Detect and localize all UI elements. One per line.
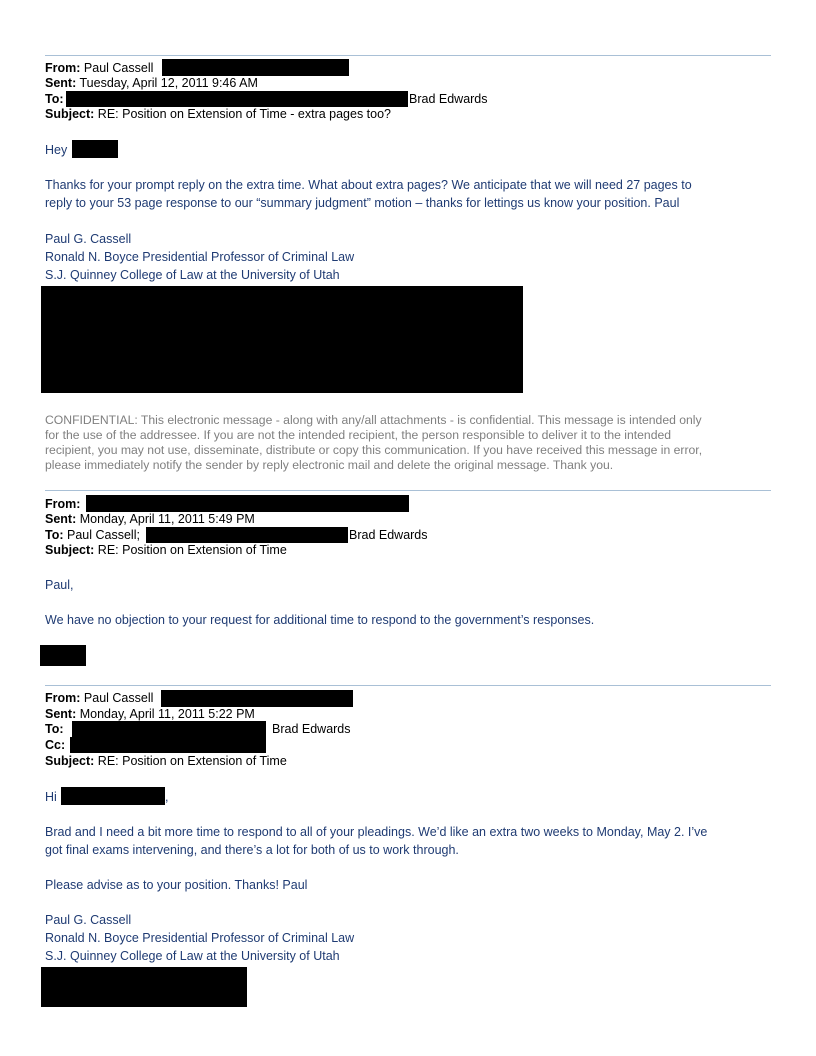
to-label: To:	[45, 92, 64, 106]
subject-value: RE: Position on Extension of Time - extra pages too?	[97, 107, 392, 121]
email1-body-line: Thanks for your prompt reply on the extra time. What about extra pages? We anticipate that we will need 27 pages to	[45, 178, 692, 192]
sent-value: Monday, April 11, 2011 5:49 PM	[79, 512, 255, 526]
from-value: Paul Cassell	[83, 691, 154, 705]
email3-greeting: Hi	[45, 790, 57, 804]
signature-org: S.J. Quinney College of Law at the University of Utah	[45, 949, 340, 963]
to-value: Paul Cassell;	[67, 528, 140, 542]
from-label: From:	[45, 497, 81, 511]
email3-sent-line	[45, 707, 255, 722]
redaction-block	[162, 59, 349, 76]
subject-label: Subject:	[45, 754, 95, 768]
email1-to-line	[45, 92, 64, 107]
signature-title: Ronald N. Boyce Presidential Professor of Criminal Law	[45, 931, 355, 945]
cc-label: Cc:	[45, 738, 66, 752]
sent-value: Tuesday, April 12, 2011 9:46 AM	[79, 76, 258, 90]
email3-body-line: Brad and I need a bit more time to respond to all of your pleadings. We’d like an extra two weeks to Monday, May 2. I’ve	[45, 825, 708, 839]
greeting-comma: ,	[165, 790, 169, 804]
sent-label: Sent:	[45, 512, 77, 526]
email3-cc-line	[45, 738, 65, 753]
sent-label: Sent:	[45, 707, 77, 721]
email2-greeting: Paul,	[45, 578, 74, 592]
header-divider	[45, 55, 771, 56]
from-value: Paul Cassell	[83, 61, 154, 75]
redaction-block	[161, 690, 353, 707]
redaction-block	[41, 967, 247, 1007]
signature-name: Paul G. Cassell	[45, 232, 132, 246]
email2-sent-line	[45, 512, 255, 527]
signature-title: Ronald N. Boyce Presidential Professor of Criminal Law	[45, 250, 355, 264]
redaction-block	[86, 495, 409, 512]
email1-greeting: Hey	[45, 143, 68, 157]
to-label: To:	[45, 722, 64, 736]
subject-label: Subject:	[45, 107, 95, 121]
email3-body-line: got final exams intervening, and there’s a lot for both of us to work through.	[45, 843, 459, 857]
to-label: To:	[45, 528, 64, 542]
email2-body-line: We have no objection to your request for additional time to respond to the government’s responses.	[45, 613, 595, 627]
subject-value: RE: Position on Extension of Time	[97, 754, 287, 768]
subject-label: Subject:	[45, 543, 95, 557]
email1-body-line: reply to your 53 page response to our “summary judgment” motion – thanks for lettings us know your position. Paul	[45, 196, 680, 210]
email2-subject-line	[45, 543, 287, 558]
email3-to-line	[45, 722, 64, 737]
header-divider	[45, 685, 771, 686]
to-value: Brad Edwards	[409, 92, 488, 106]
subject-value: RE: Position on Extension of Time	[97, 543, 287, 557]
email1-from-line	[45, 61, 153, 76]
email3-from-line	[45, 691, 153, 706]
email3-subject-line	[45, 754, 287, 769]
sent-label: Sent:	[45, 76, 77, 90]
redaction-block	[146, 527, 348, 543]
redaction-block	[72, 140, 118, 158]
redaction-block	[70, 737, 266, 753]
email1-sent-line	[45, 76, 258, 91]
from-label: From:	[45, 61, 81, 75]
redaction-block	[66, 91, 408, 107]
signature-org: S.J. Quinney College of Law at the University of Utah	[45, 268, 340, 282]
email2-to-line	[45, 528, 140, 543]
email3-body-line: Please advise as to your position. Thanks! Paul	[45, 878, 308, 892]
redaction-block	[41, 286, 523, 393]
confidentiality-notice: CONFIDENTIAL: This electronic message - along with any/all attachments - is confidential. This message is intended only for the use of the addressee. If you are not the intended recipient, the person responsible to deliver it to the intended recipient, you may not use, disseminate, distribute or copy this communication. If you have received this message in error, please immediately notify the sender by reply electronic mail and delete the original message. Thank you.	[45, 413, 703, 472]
redaction-block	[72, 721, 266, 737]
sent-value: Monday, April 11, 2011 5:22 PM	[79, 707, 255, 721]
redaction-block	[40, 645, 86, 666]
email1-subject-line	[45, 107, 391, 122]
from-label: From:	[45, 691, 81, 705]
redaction-block	[61, 787, 165, 805]
email2-from-line	[45, 497, 80, 512]
signature-name: Paul G. Cassell	[45, 913, 132, 927]
header-divider	[45, 490, 771, 491]
to-value: Brad Edwards	[272, 722, 351, 736]
to-value: Brad Edwards	[349, 528, 428, 542]
